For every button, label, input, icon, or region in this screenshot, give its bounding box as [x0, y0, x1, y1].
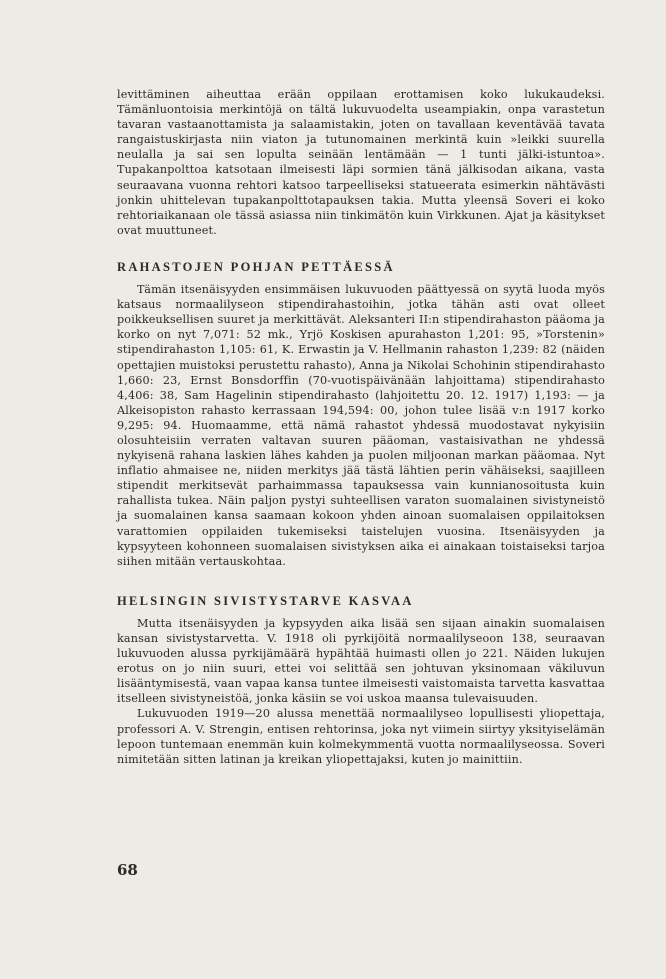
paragraph: Mutta itsenäisyyden ja kypsyyden aika lisää sen sijaan ainakin suomalaisen kansan sivistystarvetta. V. 1918 oli pyrkijöitä normaalilyseoon 138, seuraavan lukuvuoden alussa pyrkijämäärä hypähtää huimasti ollen jo 221. Näiden lukujen erotus on jo niin suuri, ettei voi selittää sen johtuvan yksinomaan väkiluvun lisääntymisestä, vaan vapaa kansa tuntee ilmeisesti vaistomaista tarvetta kasvattaa itselleen sivistyneistöä, jonka käsiin se voi uskoa maansa tulevaisuuden. — [117, 616, 605, 706]
section-heading: HELSINGIN SIVISTYSTARVE KASVAA — [117, 593, 414, 608]
paragraph: Lukuvuoden 1919—20 alussa menettää normaalilyseo lopullisesti yliopettaja, professori A. V. Strengin, entisen rehtorinsa, joka nyt viimein siirtyy yksityiselämän lepoon tuntemaan enemmän kuin kolmekymmentä vuotta normaalilyseossa. Soveri nimitetään sitten latinan ja kreikan yliopettajaksi, kuten jo mainittiin. — [117, 707, 605, 766]
paragraph: Tämän itsenäisyyden ensimmäisen lukuvuoden päättyessä on syytä luoda myös katsaus normaalilyseon stipendirahastoihin, jotka tähän asti ovat olleet poikkeuksellisen suuret ja merkittävät. Aleksanteri II:n stipendirahaston pääoma ja korko on nyt 7,071: 52 mk., Yrjö Koskisen apurahaston 1,201: 95, »Torstenin» stipendirahaston 1,105: 61, K. Erwastin ja V. Hellmanin rahaston 1,239: 82 (näiden opettajien muistoksi perustettu rahasto), Anna ja Nikolai Schohinin stipendirahasto 1,660: 23, Ernst Bonsdorffin (70-vuotispäivänään lahjoittama) stipendirahasto 4,406: 38, Sam Hagelinin stipendirahasto (lahjoitettu 20. 12. 1917) 1,193: — ja Alkeisopiston rahasto kerrassaan 194,594: 00, johon tulee lisää v:n 1917 korko 9,295: 94. Huomaamme, että nämä rahastot yhdessä muodostavat nykyisiin olosuhteisiin verraten valtavan suuren pääoman, vastaisivathan ne yhdessä nykyisenä rahana laskien lähes kahden ja puolen miljoonan markan pääomaa. Nyt inflatio ahmaisee ne, niiden merkitys jää tästä lähtien perin vähäiseksi, saajilleen stipendit merkitsevät parhaimmassa tapauksessa vain kunnianosoitusta kuin rahallista tukea. Näin paljon pystyi suhteellisen varaton suomalainen sivistyneistö ja suomalainen kansa saamaan kokoon yhden ainoan suomalaisen oppilaitoksen varattomien oppilaiden tukemiseksi taistelujen vuosina. Itsenäisyyden ja kypsyyteen kohonneen suomalaisen sivistyksen aika ei ainakaan toistaiseksi tarjoa siihen mitään vertauskohtaa. — [117, 283, 605, 568]
section-heading: RAHASTOJEN POHJAN PETTÄESSÄ — [117, 259, 395, 274]
page-number: 68 — [117, 861, 138, 879]
page-text — [117, 87, 605, 767]
paragraph: levittäminen aiheuttaa erään oppilaan erottamisen koko lukukaudeksi. Tämänluontoisia merkintöjä on tältä lukuvuodelta useampiakin, onpa varastetun tavaran vastaanottamista ja salaamistakin, joten on tavallaan keventävää tavata rangaistuskirjasta niin viaton ja tutunomainen merkintä kuin »leikki suurella neulalla ja sai sen lopulta seinään lentämään — 1 tunti jälki-istuntoa». Tupakanpolttoa katsotaan ilmeisesti läpi sormien tänä jälkisodan aikana, vasta seuraavana vuonna rehtori katsoo tarpeelliseksi statueerata esimerkin nähtävästi jonkin uhittelevan tupakanpolttotapauksen takia. Mutta yleensä Soveri ei koko rehtoriaikanaan ole tässä asiassa niin tinkimätön kuin Virkkunen. Ajat ja käsitykset ovat muuttuneet. — [117, 88, 605, 237]
